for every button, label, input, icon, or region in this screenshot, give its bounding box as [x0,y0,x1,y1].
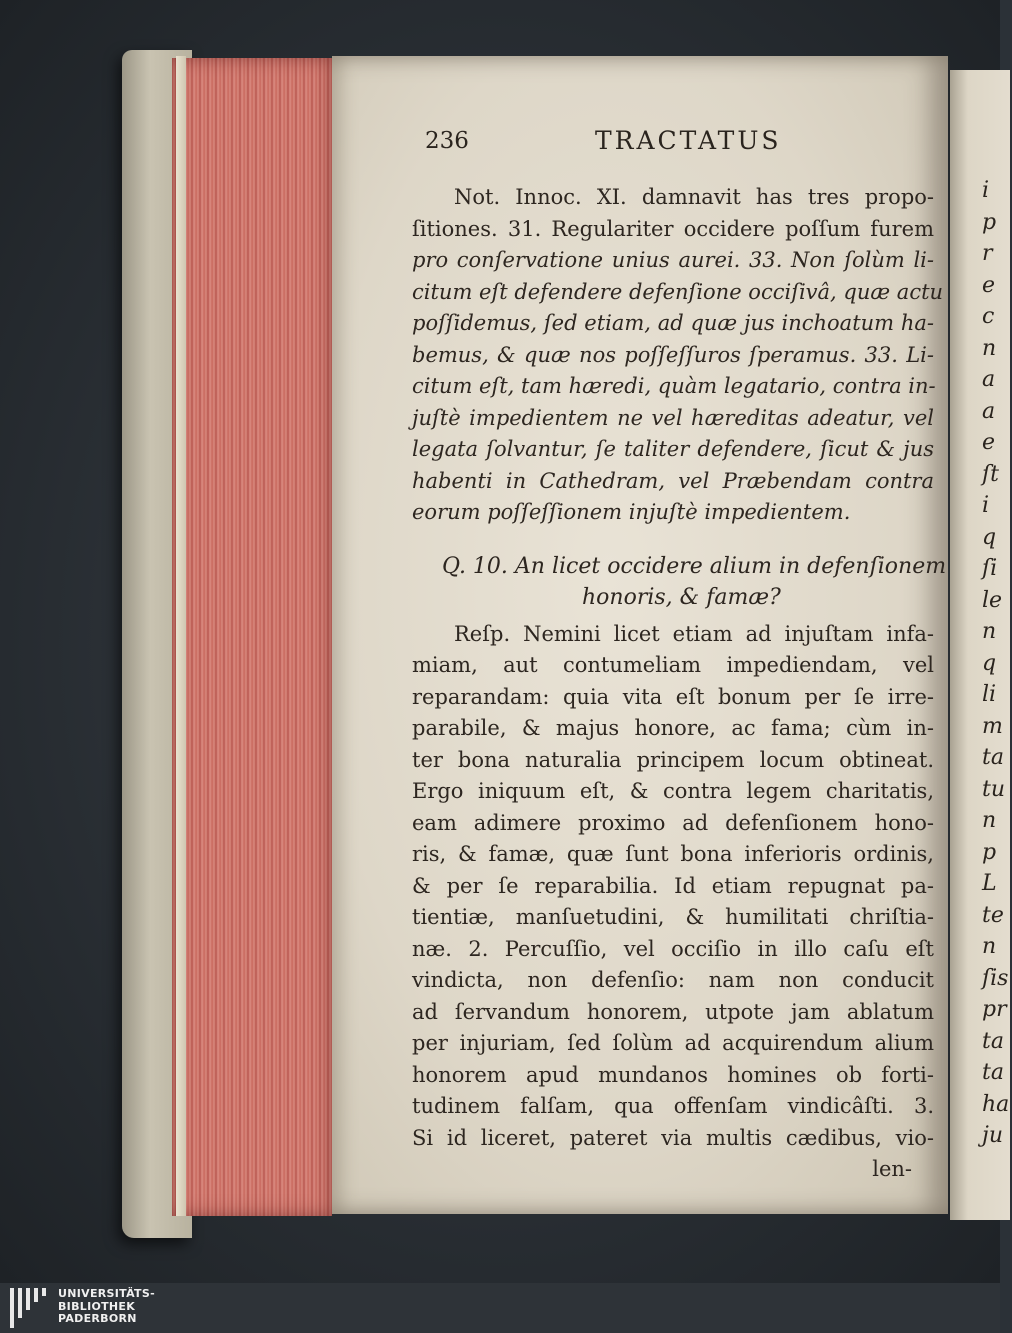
right-page-fragment-line: n [982,619,997,644]
right-page-fragment-line: p [982,209,997,235]
text-line: eorum poſſeſſionem injuſtè impedientem. [412,500,851,524]
text-line: Ergo iniquum eſt, & contra legem charitatis, [412,779,934,803]
text-line: ter bona naturalia principem locum obtineat. [412,747,934,772]
library-footer [0,1283,1000,1333]
right-page-fragment-line: L [982,871,997,896]
right-page-fragment-line: m [982,713,1003,739]
text-line: citum eſt defendere defenſione occiſivâ, quæ actu [412,279,944,304]
text-line: Si id liceret, pateret via multis cædibus, vio- [412,1125,934,1150]
right-page-fragment-line: ha [982,1091,1010,1117]
right-page-fragment-line: p [982,839,997,865]
right-page-text [982,175,1012,1152]
text-line: ad ſervandum honorem, utpote jam ablatum [412,999,934,1024]
text-line: miam, aut contumeliam impediendam, vel [412,653,934,677]
text-line: eam adimere proximo ad defenſionem hono- [412,810,934,835]
right-page-fragment-line: ta [982,745,1004,770]
text-line: ſitiones. 31. Regulariter occidere poſſum furem [412,216,934,241]
answer-paragraph [412,619,934,1155]
right-page-fragment-line: e [982,430,996,455]
text-line: legata ſolvantur, ſe taliter defendere, ſicut & jus [412,437,934,461]
right-page-fragment-line: li [982,682,997,707]
text-line: næ. 2. Percuſſio, vel occiſio in illo caſu eſt [412,936,934,961]
right-page-fragment-line: i [982,178,990,203]
text-line: reparandam: quia vita eſt bonum per ſe irre- [412,684,934,709]
right-page-fragment-line: e [982,272,996,298]
right-page-fragment-line: ju [982,1123,1003,1148]
right-page-fragment-line: c [982,304,995,329]
question-line: honoris, & famæ? [582,584,781,610]
text-line: tientiæ, manſuetudini, & humilitati chriſtia- [412,905,934,929]
right-page-fragment-line: le [982,587,1003,613]
right-page-fragment-line: ſis [982,965,1009,991]
library-logo-icon [10,1288,46,1328]
page-number: 236 [425,128,469,154]
note-paragraph [412,182,944,529]
right-page-fragment-line: a [982,367,996,392]
library-name-line-2: BIBLIOTHEK [58,1299,136,1313]
right-page-fragment-line: n [982,934,997,959]
library-name [58,1288,155,1326]
page-edges-red [172,58,332,1216]
text-line: pro conſervatione unius aurei. 33. Non ſolùm li- [412,248,934,272]
page-edge-light [176,56,186,1216]
right-page-fragment-line: ſt [982,461,999,487]
right-page-fragment-line: tu [982,776,1006,802]
right-page-fragment-line: r [982,241,993,266]
right-page-fragment-line: q [982,650,997,676]
right-page-fragment-line: n [982,808,997,833]
text-line: bemus, & quæ nos poſſeſſuros ſperamus. 33. Li- [412,342,934,367]
right-page-fragment-line: n [982,335,997,361]
text-line: poſſidemus, ſed etiam, ad quæ jus inchoatum ha- [412,311,934,335]
text-line: per injuriam, ſed ſolùm ad acquirendum alium [412,1031,934,1055]
right-page-fragment-line: i [982,493,990,518]
text-line: Reſp. Nemini licet etiam ad injuſtam infa- [454,621,934,646]
text-line: habenti in Cathedram, vel Præbendam contra [412,468,934,493]
catchword: len- [872,1157,912,1181]
text-line: Not. Innoc. XI. damnavit has tres propo- [454,185,934,209]
text-line: juſtè impedientem ne vel hæreditas adeatur, vel [412,405,934,430]
right-page-fragment-line: te [982,902,1004,928]
page-header [425,128,835,162]
right-page-fragment-line: ta [982,1060,1004,1085]
running-title: TRACTATUS [595,126,782,155]
text-line: & per ſe reparabilia. Id etiam repugnat pa- [412,873,934,898]
text-line: tudinem falſam, qua offenſam vindicâſti. 3. [412,1094,934,1118]
question-line: Q. 10. An licet occidere alium in defenſionem [442,553,947,579]
question-heading [412,551,947,613]
text-line: ris, & famæ, quæ ſunt bona inferioris ordinis, [412,842,934,866]
right-page-fragment-line: ta [982,1028,1004,1054]
text-line: vindicta, non defenſio: nam non conducit [412,968,934,992]
right-page-fragment-line: a [982,398,996,424]
library-name-line-3: PADERBORN [58,1312,137,1325]
right-page-fragment-line: pr [982,997,1007,1022]
text-line: parabile, & majus honore, ac fama; cùm in- [412,716,934,740]
text-line: citum eſt, tam hæredi, quàm legatario, contra in- [412,374,936,398]
page-body [412,182,947,1186]
right-page-fragment-line: ſi [982,556,998,581]
text-line: honorem apud mundanos homines ob forti- [412,1062,934,1087]
library-name-line-1: UNIVERSITÄTS- [58,1287,155,1300]
right-page-fragment-line: q [982,524,997,550]
